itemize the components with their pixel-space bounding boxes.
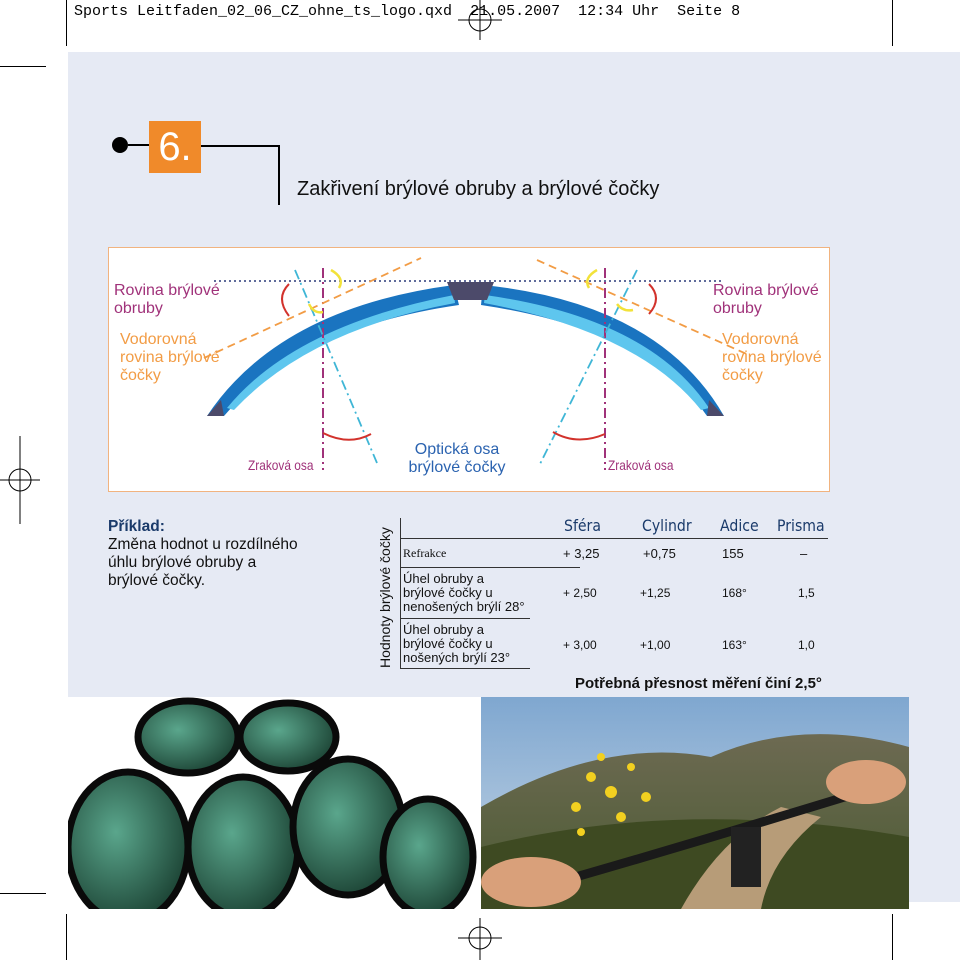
- left-lens-plane-label: Vodorovná rovina brýlové čočky: [120, 331, 220, 384]
- table-rule: [400, 538, 828, 539]
- heading-rule-vertical: [278, 145, 280, 205]
- example-text: Příklad: Změna hodnot u rozdílného úhlu brýlové obruby a brýlové čočky.: [108, 518, 298, 589]
- column-header: Prisma: [777, 516, 825, 535]
- section-number: 6.: [149, 121, 201, 173]
- example-heading: Příklad:: [108, 518, 165, 535]
- table-footnote: Potřebná přesnost měření činí 2,5°: [575, 675, 822, 692]
- right-frame-plane-label: Rovina brýlové obruby: [713, 282, 819, 317]
- left-frame-plane-label: Rovina brýlové obruby: [114, 282, 220, 317]
- table-rule: [400, 618, 530, 619]
- page-edge-strip: [908, 52, 960, 902]
- sunglasses-photo: [68, 697, 478, 909]
- column-header: Adice: [720, 516, 759, 535]
- table-rule: [400, 518, 401, 668]
- right-lens-plane-label: Vodorovná rovina brýlové čočky: [722, 331, 822, 384]
- column-header: Cylindr: [642, 516, 692, 535]
- column-header: Sféra: [564, 516, 601, 535]
- table-side-label: Hodnoty brýlové čočky: [377, 527, 393, 668]
- page-title: Zakřivení brýlové obruby a brýlové čočky: [297, 178, 660, 200]
- table-rule: [400, 567, 580, 568]
- heading-rule: [201, 145, 279, 147]
- left-visual-axis-label: Zraková osa: [248, 457, 314, 473]
- table-rule: [400, 668, 530, 669]
- print-slug: Sports Leitfaden_02_06_CZ_ohne_ts_logo.qxd 21.05.2007 12:34 Uhr Seite 8: [74, 3, 741, 20]
- right-visual-axis-label: Zraková osa: [608, 457, 674, 473]
- optical-axis-label: Optická osa brýlové čočky: [408, 441, 506, 476]
- bullet-dot: [112, 137, 128, 153]
- bullet-line: [128, 144, 149, 146]
- mountain-bike-photo: [481, 697, 909, 909]
